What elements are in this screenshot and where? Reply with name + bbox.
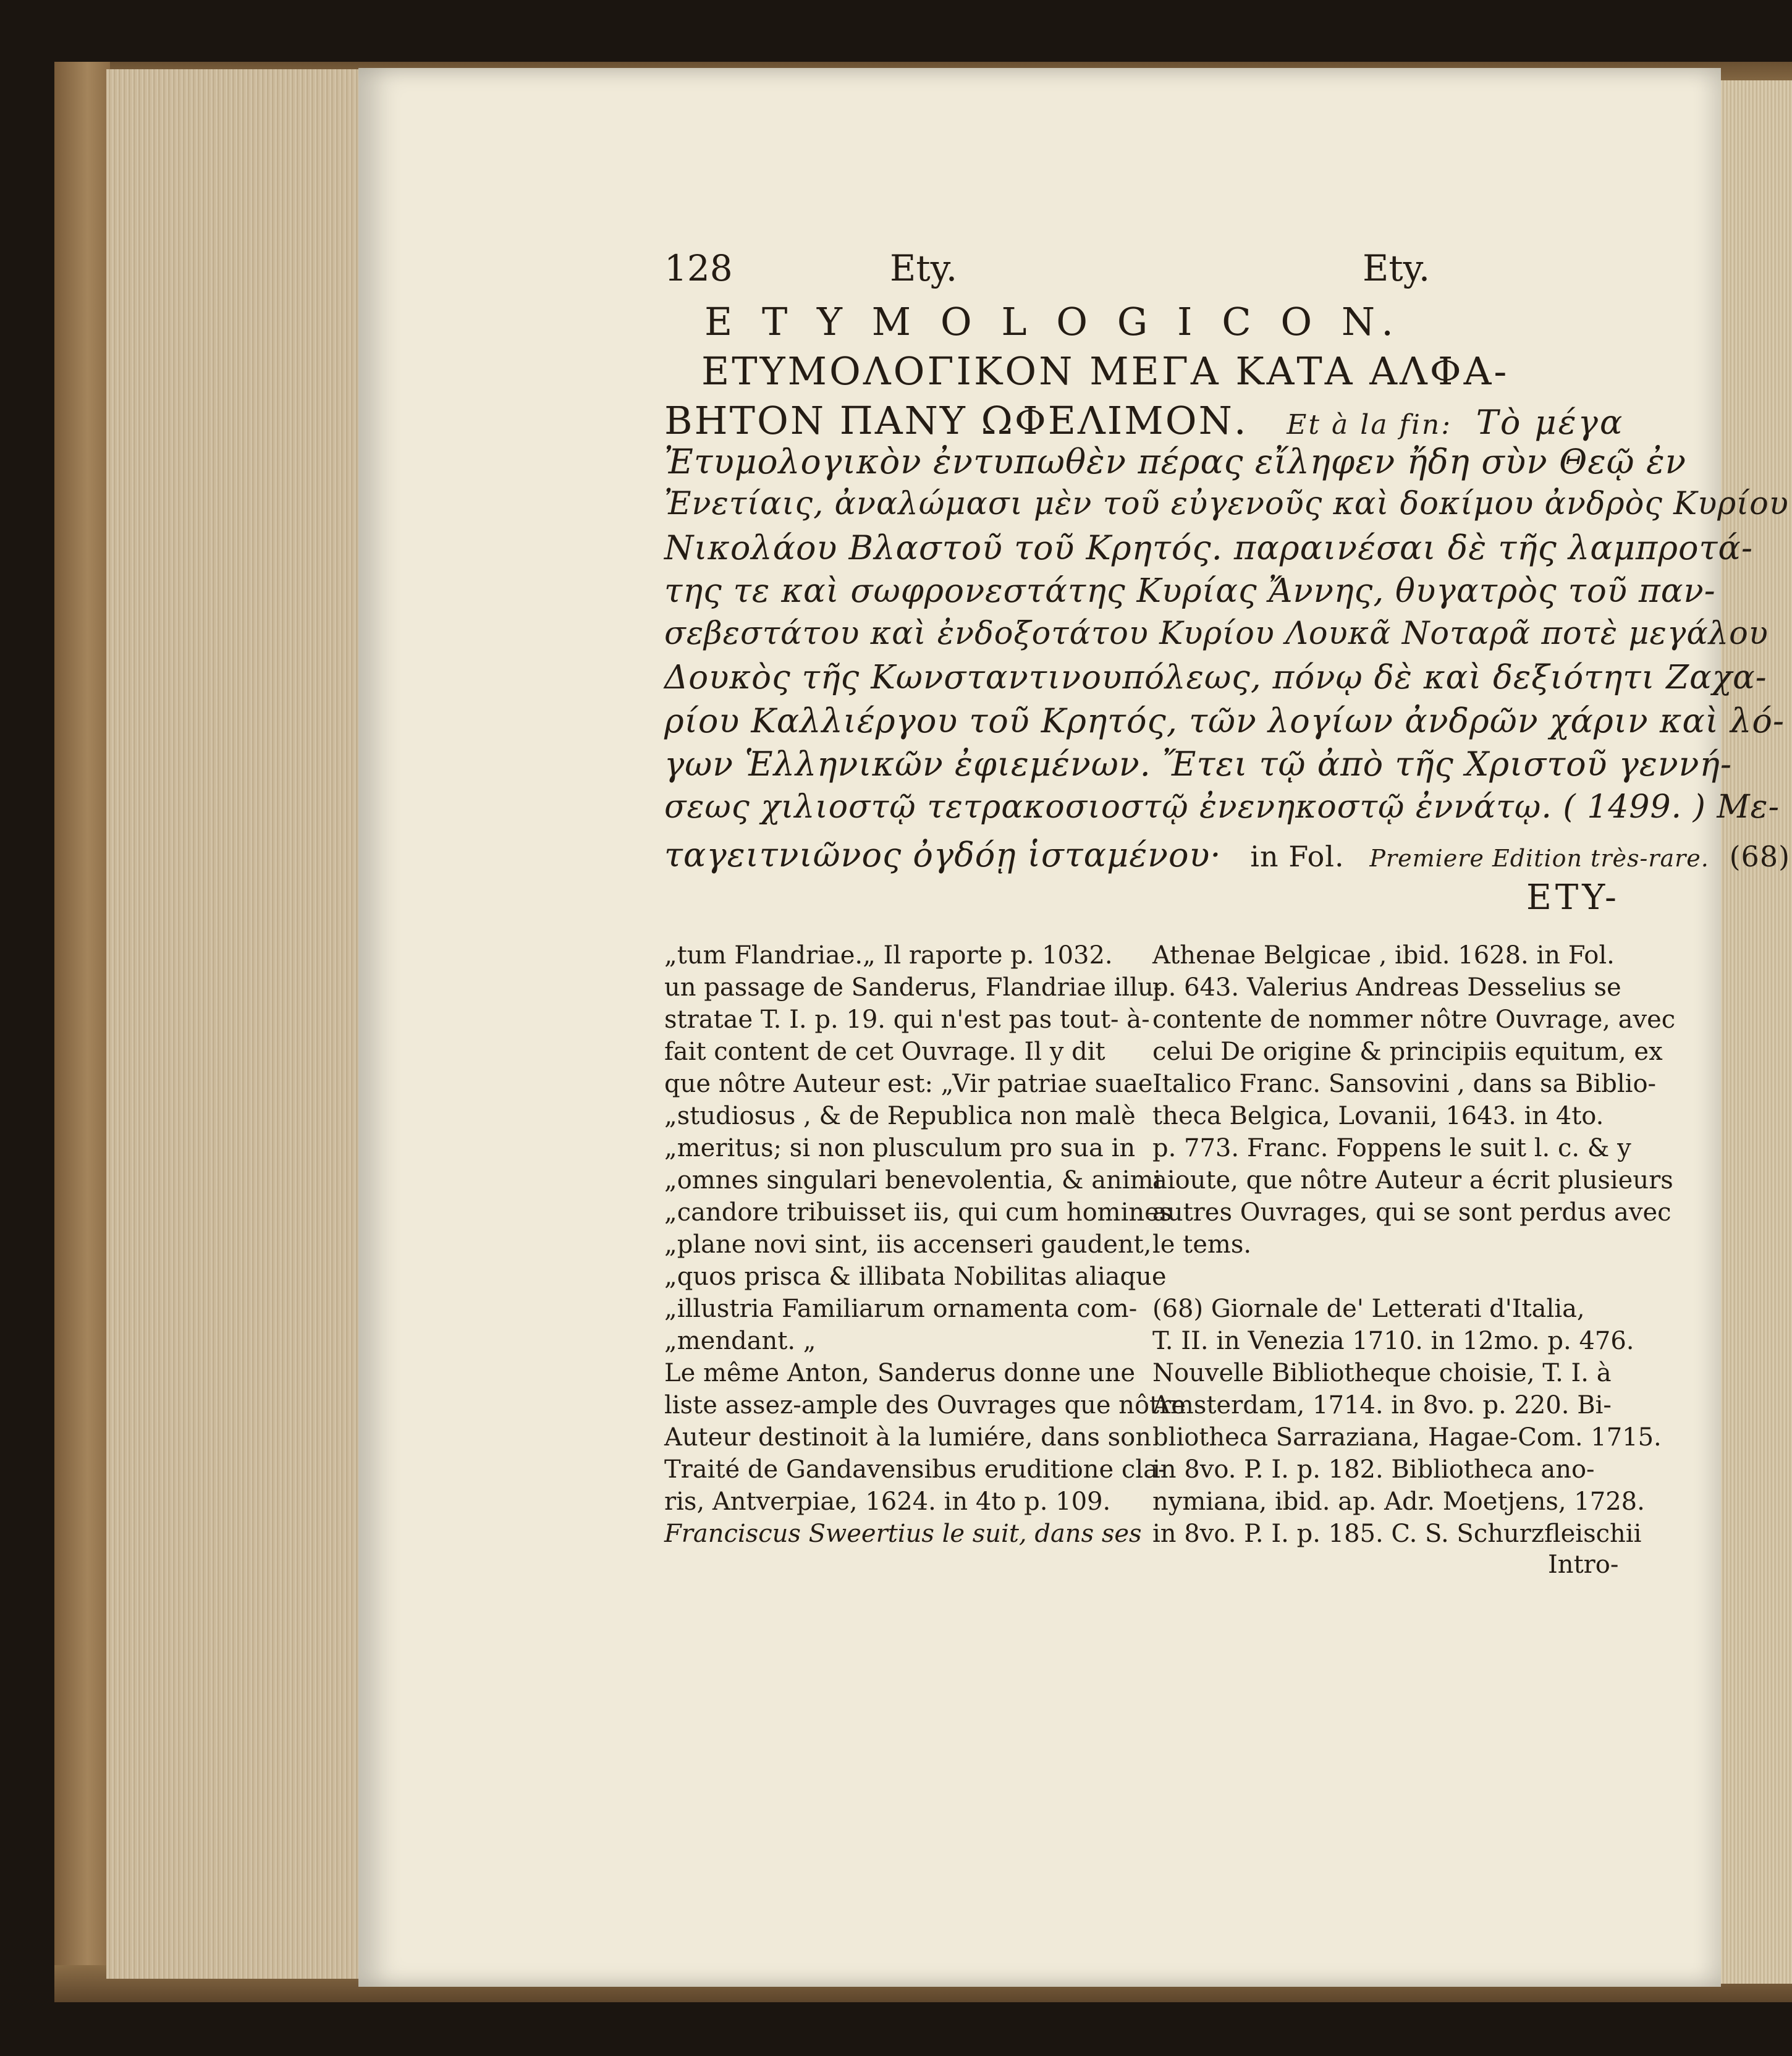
right-line: aioute, que nôtre Auteur a écrit plusieurs xyxy=(1152,1166,1673,1195)
left-line: un passage de Sanderus, Flandriae illu- xyxy=(664,973,1162,1002)
greek-line-9: ρίου Καλλιέργου τοῦ Κρητός, τῶν λογίων ἀνδρῶν χάριν καὶ λό- xyxy=(664,701,1785,740)
left-line: „meritus; si non plusculum pro sua in xyxy=(664,1134,1136,1162)
right-line: autres Ouvrages, qui se sont perdus avec xyxy=(1152,1198,1672,1227)
page-edges-left xyxy=(106,69,360,1979)
book-cover-left xyxy=(54,62,110,1990)
right-line: T. II. in Venezia 1710. in 12mo. p. 476. xyxy=(1152,1327,1634,1355)
greek-line-3: Ἐτυμολογικὸν ἐντυπωθὲν πέρας εἴληφεν ἤδη σὺν Θεῷ ἐν xyxy=(664,442,1687,481)
left-line: „studiosus , & de Republica non malè xyxy=(664,1102,1136,1130)
left-line: strataе T. I. p. 19. qui n'est pas tout- à- xyxy=(664,1005,1150,1034)
left-line: „plane novi sint, iis accenseri gaudent, xyxy=(664,1230,1152,1259)
page-number: 128 xyxy=(664,247,733,289)
left-line: liste assez-ample des Ouvrages que nôtre xyxy=(664,1391,1186,1419)
edition-note: Premiere Edition très-rare. xyxy=(1369,845,1709,872)
right-line: le tems. xyxy=(1152,1230,1252,1259)
greek-line-8: Δουκὸς τῆς Κωνσταντινουπόλεως, πόνῳ δὲ καὶ δεξιότητι Ζαχα- xyxy=(664,659,1767,696)
right-line: Italico Franc. Sansovini , dans sa Biblio- xyxy=(1152,1070,1657,1098)
entry-title: E T Y M O L O G I C O N. xyxy=(704,299,1402,344)
greek-line-7: σεβεστάτου καὶ ἐνδοξοτάτου Κυρίου Λουκᾶ Νοταρᾶ ποτὲ μεγάλου xyxy=(664,616,1769,652)
greek-line-2 xyxy=(664,398,1625,443)
left-line: que nôtre Auteur est: „Vir patriae suae xyxy=(664,1070,1153,1098)
left-line: „quos prisca & illibata Nobilitas aliaque xyxy=(664,1263,1167,1291)
greek-line-12-text: ταγειτνιῶνος ὀγδόῃ ἱσταμένου· xyxy=(664,836,1222,874)
greek-line-4: Ἐνετίαις, ἀναλώμασι μὲν τοῦ εὐγενοῦς καὶ δοκίμου ἀνδρὸς Κυρίου xyxy=(664,486,1789,522)
note-reference: (68) xyxy=(1729,840,1791,873)
left-line: „illustria Familiarum ornamenta com- xyxy=(664,1295,1138,1323)
right-column xyxy=(1152,939,1675,1550)
catchword-top: ETY- xyxy=(1526,878,1620,918)
right-line: p. 773. Franc. Foppens le suit l. c. & y xyxy=(1152,1134,1631,1162)
right-line xyxy=(1152,1261,1675,1293)
right-line: Athenae Belgicae , ibid. 1628. in Fol. xyxy=(1152,941,1615,970)
greek-line-6: της τε καὶ σωφρονεστάτης Κυρίας Ἄννης, θυγατρὸς τοῦ παν- xyxy=(664,572,1716,610)
right-line: celui De origine & principiis equitum, ex xyxy=(1152,1038,1663,1066)
left-line: „tum Flandriae.„ Il raporte p. 1032. xyxy=(664,941,1113,970)
format-label: in Fol. xyxy=(1250,840,1345,873)
fin-label: Et à la fin: xyxy=(1287,409,1453,441)
right-line: in 8vo. P. I. p. 182. Bibliotheca ano- xyxy=(1152,1455,1595,1484)
greek-line-2-text: ΒΗΤΟΝ ΠΑΝΥ ΩΦΕΛΙΜΟΝ. xyxy=(664,398,1248,443)
greek-line-5: Νικολάου Βλαστοῦ τοῦ Κρητός. παραινέσαι δὲ τῆς λαμπροτά- xyxy=(664,528,1754,567)
left-line: „candore tribuisset iis, qui cum homines xyxy=(664,1198,1172,1227)
right-line: Nouvelle Bibliotheque choisie, T. I. à xyxy=(1152,1359,1612,1387)
greek-line-11: σεως χιλιοστῷ τετρακοσιοστῷ ἐνενηκοστῷ ἐννάτῳ. ( 1499. ) Με- xyxy=(664,789,1780,826)
left-line: Le même Anton, Sanderus donne une xyxy=(664,1359,1136,1387)
left-line: ris, Antverpiae, 1624. in 4to p. 109. xyxy=(664,1487,1111,1516)
left-line: „mendant. „ xyxy=(664,1327,816,1355)
right-line: nymiana, ibid. ap. Adr. Moetjens, 1728. xyxy=(1152,1487,1645,1516)
left-line: Auteur destinoit à la lumiére, dans son xyxy=(664,1423,1152,1452)
greek-line-12 xyxy=(664,834,1790,873)
left-line: Traité de Gandavensibus eruditione cla- xyxy=(664,1455,1167,1484)
left-line: fait content de cet Ouvrage. Il y dit xyxy=(664,1038,1105,1066)
right-running-head: Ety. xyxy=(1363,247,1431,289)
right-line: p. 643. Valerius Andreas Desselius se xyxy=(1152,973,1621,1002)
right-line: Amsterdam, 1714. in 8vo. p. 220. Bi- xyxy=(1152,1391,1612,1419)
right-line: (68) Giornale de' Letterati d'Italia, xyxy=(1152,1295,1585,1323)
page-edges-right xyxy=(1709,80,1792,1984)
left-running-head: Ety. xyxy=(890,247,958,289)
fin-greek: Τὸ μέγα xyxy=(1476,403,1625,442)
left-line: „omnes singulari benevolentia, & animi xyxy=(664,1166,1162,1195)
right-line: in 8vo. P. I. p. 185. C. S. Schurzfleischii xyxy=(1152,1520,1642,1548)
right-line: contente de nommer nôtre Ouvrage, avec xyxy=(1152,1005,1676,1034)
greek-line-10: γων Ἑλληνικῶν ἐφιεμένων. Ἔτει τῷ ἀπὸ τῆς Χριστοῦ γεννή- xyxy=(664,745,1733,784)
left-line: Franciscus Sweertius le suit, dans ses xyxy=(664,1520,1142,1548)
right-line: bliotheca Sarraziana, Hagae-Com. 1715. xyxy=(1152,1423,1662,1452)
catchword-bottom: Intro- xyxy=(1548,1550,1619,1579)
right-line: theca Belgica, Lovanii, 1643. in 4to. xyxy=(1152,1102,1604,1130)
greek-line-1: ΕΤΥΜΟΛΟΓΙΚΟΝ ΜΕΓΑ ΚΑΤΑ ΑΛΦΑ- xyxy=(701,349,1510,394)
left-column xyxy=(664,939,1186,1550)
